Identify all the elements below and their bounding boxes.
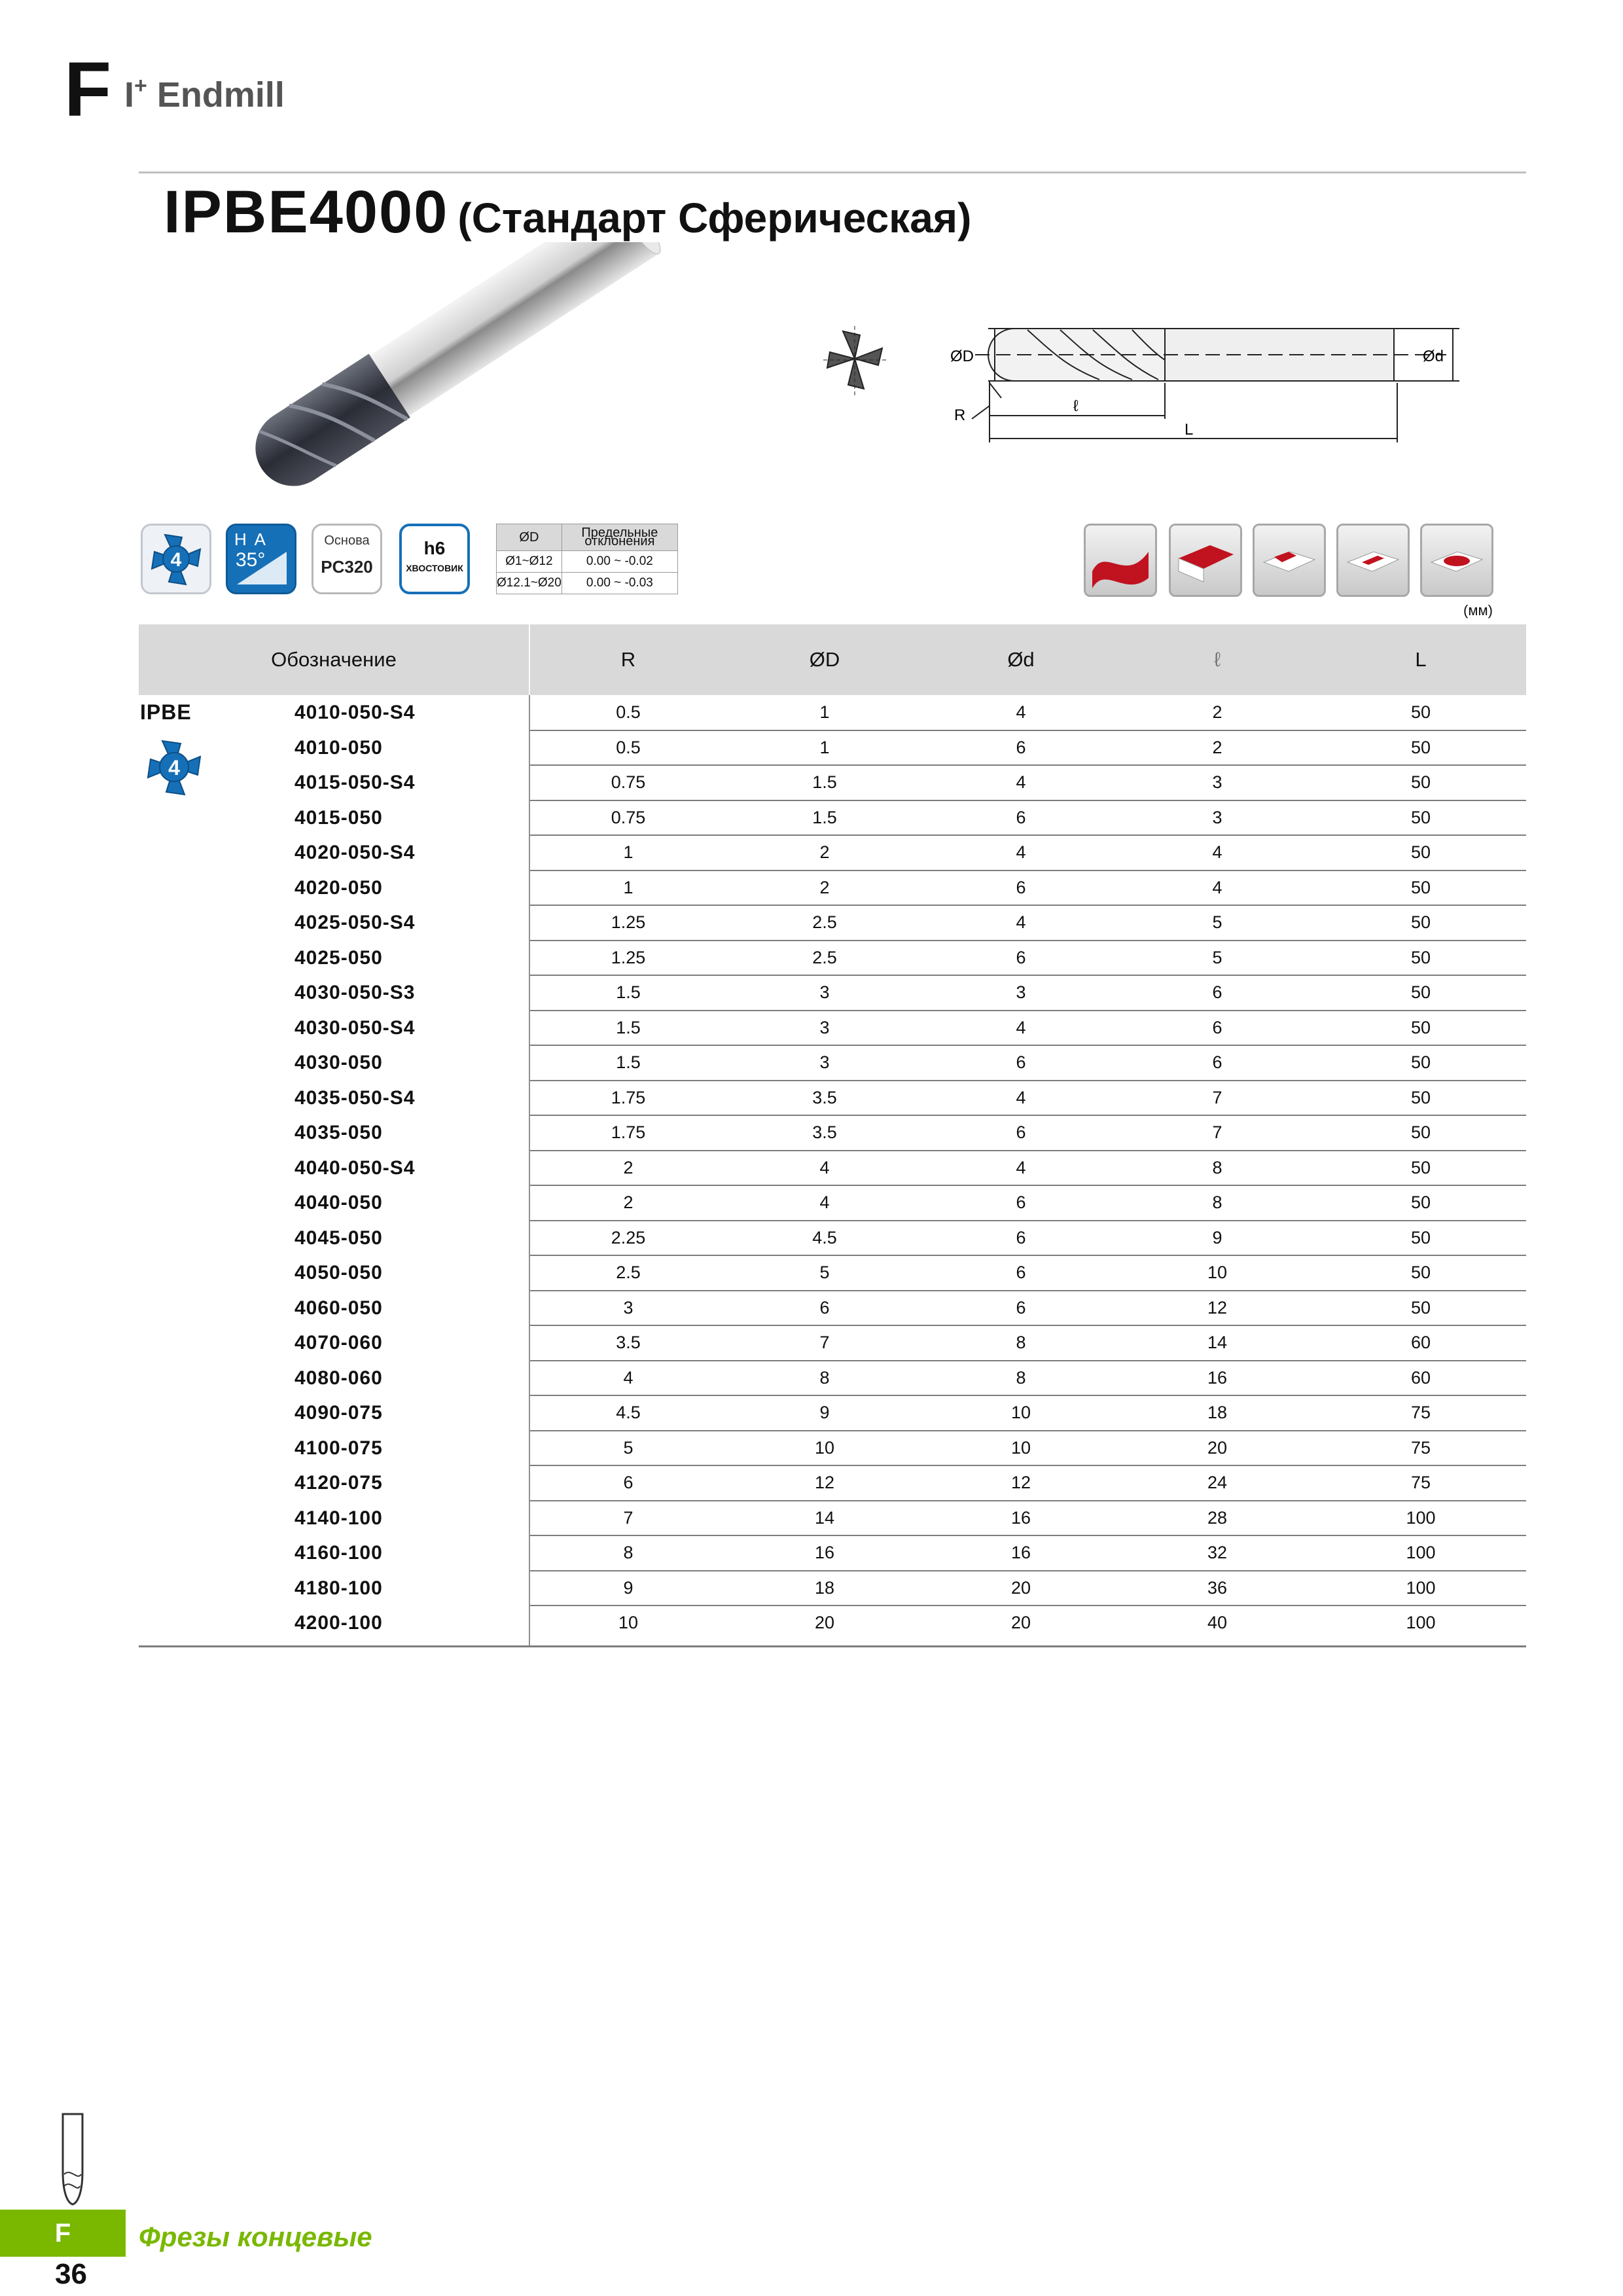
cell-R: 1.75 [611, 1087, 646, 1107]
cell-L: 75 [1410, 1403, 1431, 1422]
cell-l: 3 [1212, 772, 1222, 792]
application-3d-contour-icon [1084, 524, 1157, 597]
cell-R: 0.75 [611, 807, 646, 827]
cell-designation: 4015-050 [294, 806, 383, 829]
cell-designation: 4010-050 [294, 736, 383, 759]
cell-L: 50 [1410, 807, 1431, 827]
cell-R: 7 [623, 1507, 633, 1528]
cell-R: 4 [623, 1367, 633, 1388]
cell-designation: 4060-050 [294, 1297, 383, 1319]
cell-designation: 4020-050-S4 [294, 842, 416, 863]
section-letter: F [64, 46, 112, 133]
drawing-label-L: L [1185, 421, 1194, 439]
cell-designation: 4200-100 [294, 1612, 383, 1634]
cell-designation: 4035-050-S4 [294, 1086, 416, 1109]
cell-D: 3 [819, 982, 830, 1002]
cell-d: 10 [1010, 1403, 1031, 1422]
cell-R: 1.5 [616, 1052, 641, 1072]
header-L: L [1415, 648, 1427, 671]
cell-designation: 4140-100 [294, 1507, 383, 1529]
shank-sub: ХВОСТОВИК [406, 563, 463, 573]
cell-d: 6 [1016, 1227, 1026, 1247]
cell-d: 6 [1016, 1263, 1026, 1282]
header-D: ØD [809, 648, 840, 671]
cell-designation: 4030-050-S4 [294, 1016, 416, 1039]
cell-designation: 4030-050-S3 [294, 982, 416, 1003]
cell-designation: 4025-050-S4 [294, 912, 416, 933]
tolerance-value: 0.00 ~ -0.02 [562, 551, 677, 573]
product-title [164, 179, 972, 245]
cell-R: 1.25 [611, 912, 646, 932]
tolerance-header-dev: Предельные отклонения [562, 524, 677, 551]
cell-D: 18 [814, 1577, 835, 1598]
cell-d: 4 [1016, 842, 1026, 862]
cell-d: 4 [1016, 702, 1026, 722]
cell-L: 50 [1410, 1227, 1431, 1247]
cell-d: 6 [1016, 737, 1026, 757]
product-subtitle: (Стандарт Сферическая) [457, 194, 972, 242]
cell-D: 3 [819, 1017, 830, 1037]
cell-D: 4 [819, 1157, 830, 1177]
cell-R: 0.5 [616, 702, 641, 722]
cell-L: 50 [1410, 1193, 1431, 1212]
cell-l: 5 [1212, 912, 1222, 932]
cell-designation: 4045-050 [294, 1227, 383, 1249]
cell-R: 8 [623, 1543, 633, 1562]
cell-designation: 4040-050-S4 [294, 1157, 416, 1179]
cell-d: 20 [1010, 1613, 1031, 1632]
footer-section-letter: F [54, 2219, 71, 2248]
cell-R: 0.75 [611, 772, 646, 792]
cell-R: 2 [623, 1193, 633, 1212]
cell-L: 50 [1410, 1297, 1431, 1318]
cell-designation: 4015-050-S4 [294, 772, 416, 793]
cell-designation: 4100-075 [294, 1437, 383, 1459]
cell-d: 4 [1016, 1087, 1026, 1107]
section-title [124, 73, 285, 115]
application-face-milling-icon [1169, 524, 1242, 597]
footer-endmill-icon [58, 2109, 88, 2207]
cell-designation: 4080-060 [294, 1367, 383, 1389]
cell-designation: 4120-075 [294, 1472, 383, 1494]
header-rule [139, 171, 1526, 173]
cell-D: 7 [819, 1333, 830, 1352]
cell-L: 50 [1410, 877, 1431, 897]
cell-d: 4 [1016, 912, 1026, 932]
cell-d: 4 [1016, 1017, 1026, 1037]
flute-count-icon [141, 524, 211, 594]
cell-D: 4.5 [812, 1227, 837, 1247]
flute-count-value: 4 [170, 549, 182, 571]
cell-D: 2 [819, 877, 830, 897]
cell-L: 50 [1410, 912, 1431, 932]
cell-L: 50 [1410, 842, 1431, 862]
cell-D: 5 [819, 1263, 830, 1282]
helix-value: 35° [236, 549, 266, 571]
shank-label: h6 [423, 538, 446, 558]
cell-designation: 4090-075 [294, 1402, 383, 1424]
header-R: R [620, 648, 636, 671]
cell-l: 4 [1212, 842, 1222, 862]
cell-l: 2 [1212, 737, 1222, 757]
substrate-icon [312, 524, 382, 594]
header-d: Ød [1007, 648, 1035, 671]
cell-R: 3.5 [616, 1333, 641, 1352]
page-number: 36 [55, 2258, 87, 2290]
cell-l: 9 [1212, 1227, 1222, 1247]
section-title-main: I [124, 75, 135, 115]
cell-L: 50 [1410, 1087, 1431, 1107]
cell-R: 2.25 [611, 1227, 646, 1247]
tolerance-range: Ø12.1~Ø20 [497, 573, 562, 594]
cell-D: 3 [819, 1052, 830, 1072]
cell-D: 1.5 [812, 772, 837, 792]
cell-designation: 4180-100 [294, 1577, 383, 1599]
cell-R: 1 [623, 877, 633, 897]
cell-l: 14 [1207, 1333, 1228, 1352]
drawing-label-D: ØD [950, 348, 974, 365]
cell-l: 10 [1207, 1263, 1228, 1282]
cell-D: 12 [814, 1473, 835, 1492]
cell-L: 50 [1410, 1157, 1431, 1177]
cell-l: 3 [1212, 807, 1222, 827]
cell-d: 6 [1016, 1052, 1026, 1072]
cell-l: 20 [1207, 1437, 1228, 1458]
tolerance-table [496, 524, 678, 594]
cell-R: 1 [623, 842, 633, 862]
tolerance-header-d: ØD [497, 524, 562, 551]
cell-L: 50 [1410, 1052, 1431, 1072]
cell-L: 60 [1410, 1333, 1431, 1352]
cell-l: 4 [1212, 877, 1222, 897]
header-designation: Обозначение [271, 648, 397, 671]
cell-D: 2.5 [812, 912, 837, 932]
cell-d: 3 [1016, 982, 1026, 1002]
cell-R: 1.5 [616, 982, 641, 1002]
cell-R: 0.5 [616, 737, 641, 757]
cell-d: 10 [1010, 1437, 1031, 1458]
cell-D: 2 [819, 842, 830, 862]
cell-designation: 4050-050 [294, 1262, 383, 1283]
cell-R: 1.5 [616, 1017, 641, 1037]
cell-D: 3.5 [812, 1087, 837, 1107]
cell-l: 6 [1212, 982, 1222, 1002]
cell-l: 32 [1207, 1543, 1228, 1562]
cell-R: 4.5 [616, 1403, 641, 1422]
tolerance-value: 0.00 ~ -0.03 [562, 573, 677, 594]
cell-designation: 4070-060 [294, 1332, 383, 1354]
cell-D: 9 [819, 1403, 830, 1422]
cell-l: 36 [1207, 1577, 1228, 1598]
cell-L: 50 [1410, 982, 1431, 1002]
cell-d: 8 [1016, 1333, 1026, 1352]
cell-l: 8 [1212, 1193, 1222, 1212]
cell-L: 100 [1406, 1577, 1436, 1598]
cell-d: 4 [1016, 772, 1026, 792]
cell-d: 16 [1010, 1507, 1031, 1528]
header-l: ℓ [1213, 648, 1221, 671]
cell-l: 5 [1212, 947, 1222, 967]
cell-L: 50 [1410, 702, 1431, 722]
cell-R: 1.75 [611, 1122, 646, 1142]
cell-designation: 4010-050-S4 [294, 702, 416, 723]
application-slot-icon [1336, 524, 1410, 597]
substrate-label: Основа [324, 533, 370, 548]
cell-L: 100 [1406, 1507, 1436, 1528]
cell-R: 1.25 [611, 947, 646, 967]
flute-cross-section-icon [823, 326, 886, 398]
cell-L: 100 [1406, 1613, 1436, 1632]
cell-l: 7 [1212, 1122, 1222, 1142]
substrate-value: PC320 [321, 557, 373, 577]
cell-designation: 4035-050 [294, 1122, 383, 1143]
cell-l: 8 [1212, 1157, 1222, 1177]
cell-l: 12 [1207, 1297, 1228, 1318]
drawing-label-d: Ød [1423, 348, 1444, 365]
helix-label: H A [234, 529, 268, 549]
cell-l: 16 [1207, 1367, 1228, 1388]
cell-L: 50 [1410, 1017, 1431, 1037]
series-flute-value: 4 [168, 756, 180, 780]
cell-D: 2.5 [812, 947, 837, 967]
cell-L: 75 [1410, 1473, 1431, 1492]
cell-L: 75 [1410, 1437, 1431, 1458]
cell-d: 6 [1016, 1193, 1026, 1212]
cell-R: 6 [623, 1473, 633, 1492]
footer-category: Фрезы концевые [139, 2221, 372, 2252]
endmill-photo [249, 242, 681, 491]
cell-l: 2 [1212, 702, 1222, 722]
cell-d: 16 [1010, 1543, 1031, 1562]
cell-L: 50 [1410, 772, 1431, 792]
cell-R: 5 [623, 1437, 633, 1458]
cell-L: 60 [1410, 1367, 1431, 1388]
cell-D: 20 [814, 1613, 835, 1632]
cell-L: 100 [1406, 1543, 1436, 1562]
cell-l: 6 [1212, 1017, 1222, 1037]
product-code: IPBE4000 [164, 179, 449, 245]
cell-l: 40 [1207, 1613, 1228, 1632]
cell-L: 50 [1410, 947, 1431, 967]
cell-d: 6 [1016, 1297, 1026, 1318]
cell-D: 1 [819, 702, 830, 722]
cell-D: 6 [819, 1297, 830, 1318]
section-title-rest: Endmill [147, 75, 285, 115]
cell-R: 3 [623, 1297, 633, 1318]
cell-R: 9 [623, 1577, 633, 1598]
cell-D: 8 [819, 1367, 830, 1388]
cell-d: 6 [1016, 877, 1026, 897]
cell-R: 2.5 [616, 1263, 641, 1282]
table-bottom-rule [139, 1645, 1526, 1647]
cell-l: 24 [1207, 1473, 1228, 1492]
helix-angle-icon [226, 524, 296, 594]
cell-d: 12 [1010, 1473, 1031, 1492]
cell-designation: 4040-050 [294, 1192, 383, 1213]
cell-L: 50 [1410, 737, 1431, 757]
cell-D: 1.5 [812, 807, 837, 827]
shank-tolerance-icon [399, 524, 470, 594]
cell-D: 14 [814, 1507, 835, 1528]
drawing-label-R: R [954, 406, 966, 424]
cell-D: 1 [819, 737, 830, 757]
application-pocket-icon [1420, 524, 1493, 597]
cell-l: 28 [1207, 1507, 1228, 1528]
cell-l: 18 [1207, 1403, 1228, 1422]
cell-l: 6 [1212, 1052, 1222, 1072]
section-title-sup: + [134, 73, 147, 98]
cell-l: 7 [1212, 1087, 1222, 1107]
dimension-drawing [936, 281, 1479, 452]
cell-D: 10 [814, 1437, 835, 1458]
cell-D: 3.5 [812, 1122, 837, 1142]
cell-L: 50 [1410, 1122, 1431, 1142]
drawing-label-l: ℓ [1073, 397, 1079, 415]
cell-D: 4 [819, 1193, 830, 1212]
cell-d: 6 [1016, 1122, 1026, 1142]
unit-label: (мм) [1463, 602, 1493, 619]
cell-d: 6 [1016, 947, 1026, 967]
tolerance-range: Ø1~Ø12 [497, 551, 562, 573]
cell-d: 8 [1016, 1367, 1026, 1388]
application-shoulder-icon [1253, 524, 1326, 597]
cell-L: 50 [1410, 1263, 1431, 1282]
cell-d: 4 [1016, 1157, 1026, 1177]
cell-designation: 4025-050 [294, 946, 383, 969]
cell-d: 20 [1010, 1577, 1031, 1598]
cell-R: 2 [623, 1157, 633, 1177]
cell-designation: 4020-050 [294, 876, 383, 899]
cell-designation: 4160-100 [294, 1542, 383, 1564]
cell-designation: 4030-050 [294, 1052, 383, 1073]
cell-d: 6 [1016, 807, 1026, 827]
cell-R: 10 [618, 1613, 639, 1632]
series-flute-icon [139, 732, 209, 802]
cell-D: 16 [814, 1543, 835, 1562]
series-label: IPBE [140, 700, 192, 724]
